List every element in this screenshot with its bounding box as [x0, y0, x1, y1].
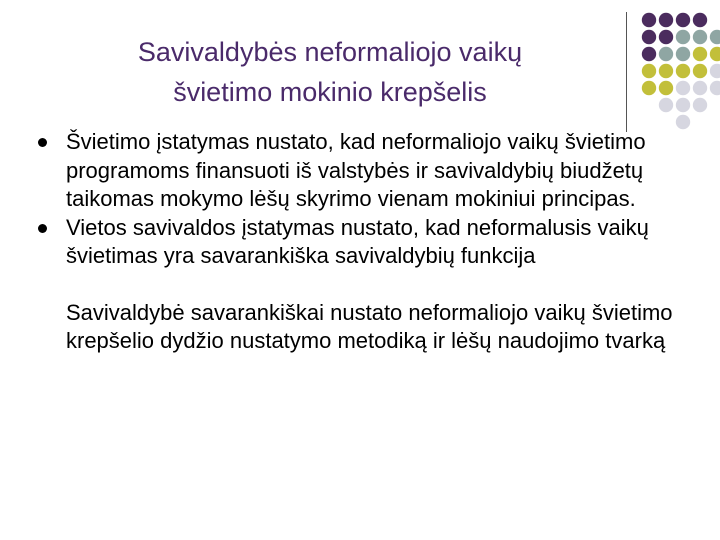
slide-title-line-2: švietimo mokinio krepšelis	[173, 77, 487, 107]
decorative-dot	[642, 13, 656, 27]
slide-body	[38, 128, 688, 356]
decorative-dot	[693, 64, 707, 78]
decorative-dot	[710, 81, 720, 95]
slide-title	[40, 32, 620, 112]
bullet-dot-icon	[38, 224, 47, 233]
decorative-dot	[676, 81, 690, 95]
decorative-dot	[676, 64, 690, 78]
decorative-dot	[710, 64, 720, 78]
decorative-dot	[642, 64, 656, 78]
decorative-dot	[659, 47, 673, 61]
decorative-dot	[693, 30, 707, 44]
slide-title-line-1: Savivaldybės neformaliojo vaikų	[137, 37, 523, 67]
decorative-dot	[693, 98, 707, 112]
decorative-dot	[659, 30, 673, 44]
body-paragraph: Savivaldybė savarankiškai nustato neformaliojo vaikų švietimo krepšelio dydžio nustatymo metodiką ir lėšų naudojimo tvarką	[66, 299, 673, 353]
decorative-dot	[676, 47, 690, 61]
decorative-divider	[626, 12, 627, 132]
decorative-dot	[676, 30, 690, 44]
decorative-dot	[659, 64, 673, 78]
decorative-dot	[659, 13, 673, 27]
bullet-text: Švietimo įstatymas nustato, kad neformaliojo vaikų švietimo programoms finansuoti iš valstybės ir savivaldybių biudžetų taikomas mokymo lėšų skyrimo vienam mokiniui principas.	[66, 129, 646, 211]
decorative-dot	[693, 81, 707, 95]
decorative-dot	[642, 47, 656, 61]
decorative-dot	[659, 81, 673, 95]
decorative-dot	[693, 13, 707, 27]
bullet-dot-icon	[38, 138, 47, 147]
decorative-dot	[710, 47, 720, 61]
decorative-dot	[659, 98, 673, 112]
bullet-item	[38, 214, 688, 271]
decorative-dot	[710, 30, 720, 44]
decorative-dot	[642, 30, 656, 44]
decorative-dot	[676, 98, 690, 112]
bullet-item	[38, 128, 688, 214]
bullet-text: Vietos savivaldos įstatymas nustato, kad neformalusis vaikų švietimas yra savarankiška savivaldybių funkcija	[66, 214, 649, 268]
decorative-dot	[676, 13, 690, 27]
decorative-dot	[642, 81, 656, 95]
decorative-dot	[693, 47, 707, 61]
